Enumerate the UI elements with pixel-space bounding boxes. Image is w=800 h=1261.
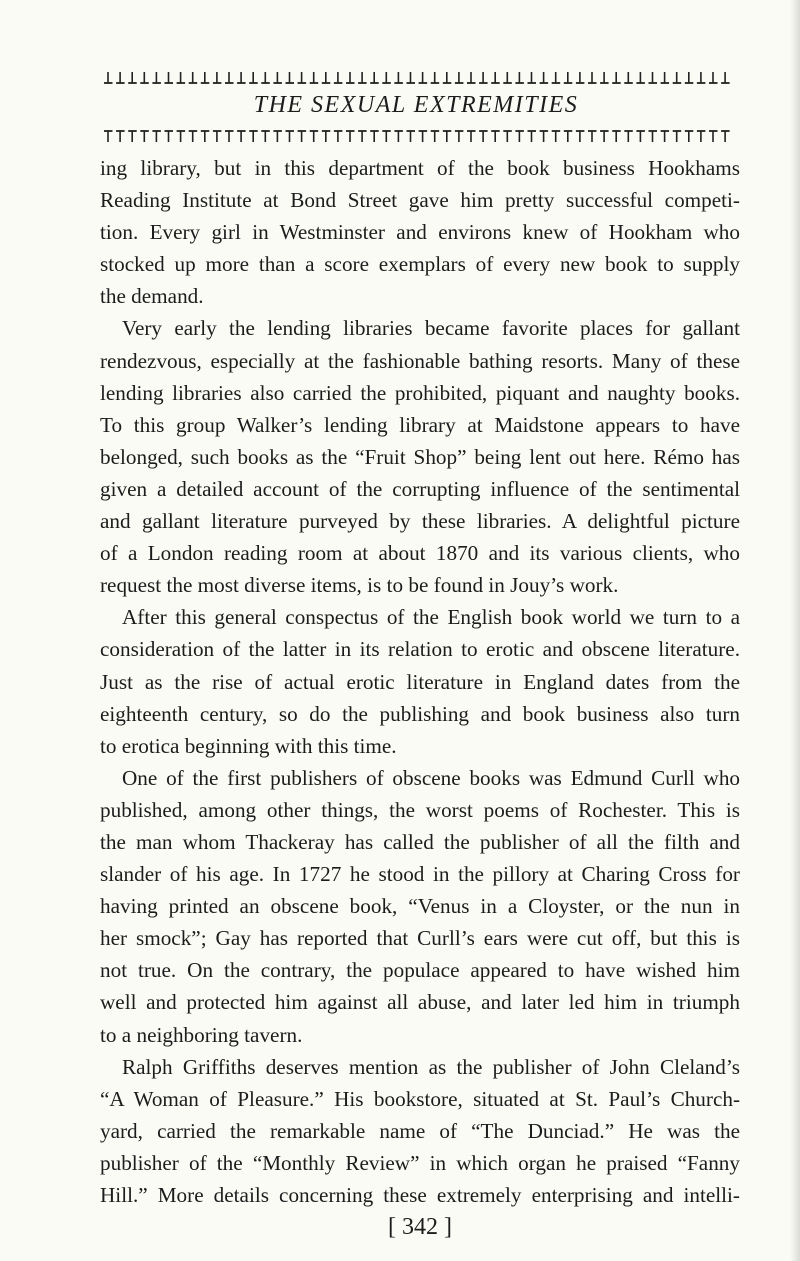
ornament-unit (540, 131, 549, 142)
ornament-unit (165, 131, 174, 142)
ornament-unit (370, 131, 379, 142)
ornament-unit (249, 131, 258, 142)
ornament-unit (358, 72, 367, 83)
text-line: well and protected him against all abuse, and later led him in triumph (100, 990, 740, 1015)
ornament-unit (503, 72, 512, 83)
ornament-unit (382, 72, 391, 83)
ornament-unit (261, 72, 270, 83)
ornament-unit (661, 131, 670, 142)
ornament-unit (552, 72, 561, 83)
ornament-unit (649, 72, 658, 83)
text-line: “A Woman of Pleasure.” His bookstore, situated at St. Paul’s Church- (100, 1086, 740, 1111)
ornament-unit (721, 72, 730, 83)
ornament-unit (673, 72, 682, 83)
body-text (100, 152, 740, 1211)
ornament-unit (491, 72, 500, 83)
ornament-unit (407, 72, 416, 83)
ornament-unit (431, 131, 440, 142)
scan-edge-shadow (790, 0, 800, 1261)
ornament-unit (177, 131, 186, 142)
ornament-unit (515, 131, 524, 142)
ornament-unit (673, 131, 682, 142)
paragraph (100, 1051, 740, 1211)
ornament-unit (152, 131, 161, 142)
ornament-unit (370, 72, 379, 83)
ornament-unit (140, 72, 149, 83)
ornament-unit (237, 72, 246, 83)
ornament-unit (455, 72, 464, 83)
text-line: Ralph Griffiths deserves mention as the publisher of John Cleland’s (122, 1054, 740, 1079)
ornament-unit (322, 131, 331, 142)
ornament-unit (298, 131, 307, 142)
text-line: After this general conspectus of the English book world we turn to a (122, 605, 740, 630)
text-line: the man whom Thackeray has called the publisher of all the filth and (100, 829, 740, 854)
ornamental-rule-bottom (102, 128, 734, 144)
ornament-unit (685, 72, 694, 83)
ornament-unit (661, 72, 670, 83)
ornament-unit (624, 72, 633, 83)
ornament-unit (346, 131, 355, 142)
text-line: Just as the rise of actual erotic literature in England dates from the (100, 669, 740, 694)
ornament-unit (697, 72, 706, 83)
ornament-unit (273, 131, 282, 142)
ornament-unit (528, 131, 537, 142)
ornament-unit (225, 72, 234, 83)
text-line: stocked up more than a score exemplars of every new book to supply (100, 252, 740, 277)
ornament-unit (286, 72, 295, 83)
text-line: published, among other things, the worst poems of Rochester. This is (100, 797, 740, 822)
ornament-unit (394, 131, 403, 142)
ornament-unit (503, 131, 512, 142)
ornament-unit (249, 72, 258, 83)
running-head: THE SEXUAL EXTREMITIES (253, 92, 579, 118)
ornament-unit (358, 131, 367, 142)
ornament-unit (104, 131, 113, 142)
text-line: to a neighboring tavern. (100, 1022, 303, 1047)
ornament-unit (286, 131, 295, 142)
ornament-unit (431, 72, 440, 83)
text-line: ing library, but in this department of the book business Hookhams (100, 156, 740, 180)
ornament-unit (600, 131, 609, 142)
ornament-unit (116, 131, 125, 142)
paragraph (100, 762, 740, 1051)
ornament-unit (334, 72, 343, 83)
ornament-unit (624, 131, 633, 142)
ornamental-rule-top-graphic (102, 70, 734, 86)
ornament-unit (649, 131, 658, 142)
text-line: request the most diverse items, is to be found in Jouy’s work. (100, 573, 619, 598)
text-line: One of the first publishers of obscene books was Edmund Curll who (122, 765, 740, 790)
ornament-unit (443, 72, 452, 83)
ornament-unit (334, 131, 343, 142)
ornament-unit (189, 72, 198, 83)
ornament-unit (394, 72, 403, 83)
ornament-unit (407, 131, 416, 142)
page-number: [ 342 ] (388, 1214, 452, 1240)
ornament-unit (467, 131, 476, 142)
ornament-unit (261, 131, 270, 142)
text-line: publisher of the “Monthly Review” in which organ he praised “Fanny (100, 1150, 740, 1175)
text-line: rendezvous, especially at the fashionable bathing resorts. Many of these (100, 348, 740, 373)
ornamental-rule-top (102, 70, 734, 86)
text-line: To this group Walker’s lending library at Maidstone appears to have (100, 412, 740, 437)
ornament-unit (479, 72, 488, 83)
ornament-unit (528, 72, 537, 83)
paragraph (100, 152, 740, 312)
text-line: to erotica beginning with this time. (100, 733, 397, 758)
ornament-unit (116, 72, 125, 83)
text-line: slander of his age. In 1727 he stood in the pillory at Charing Cross for (100, 862, 740, 887)
text-line: Hill.” More details concerning these extremely enterprising and intelli- (100, 1183, 740, 1207)
text-line: given a detailed account of the corrupting influence of the sentimental (100, 476, 740, 501)
text-line: yard, carried the remarkable name of “The Dunciad.” He was the (100, 1118, 740, 1143)
text-line: eighteenth century, so do the publishing and book business also turn (100, 701, 740, 726)
ornament-unit (225, 131, 234, 142)
ornament-unit (140, 131, 149, 142)
ornament-unit (576, 131, 585, 142)
ornament-unit (310, 72, 319, 83)
ornament-unit (382, 131, 391, 142)
text-line: of a London reading room at about 1870 and its various clients, who (100, 541, 740, 566)
ornament-unit (600, 72, 609, 83)
paragraph (100, 601, 740, 761)
ornament-unit (346, 72, 355, 83)
ornament-unit (177, 72, 186, 83)
ornament-unit (273, 72, 282, 83)
ornament-unit (636, 131, 645, 142)
text-line: her smock”; Gay has reported that Curll’s ears were cut off, but this is (100, 926, 740, 951)
ornament-unit (612, 131, 621, 142)
ornament-unit (443, 131, 452, 142)
ornament-unit (128, 72, 137, 83)
ornament-unit (721, 131, 730, 142)
ornament-unit (128, 131, 137, 142)
text-line: belonged, such books as the “Fruit Shop” being lent out here. Rémo has (100, 444, 740, 469)
ornament-unit (564, 131, 573, 142)
ornament-unit (612, 72, 621, 83)
text-line: the demand. (100, 284, 204, 309)
ornament-unit (576, 72, 585, 83)
ornament-unit (685, 131, 694, 142)
paragraph (100, 312, 740, 601)
ornament-unit (419, 72, 428, 83)
text-line: having printed an obscene book, “Venus in a Cloyster, or the nun in (100, 894, 740, 919)
ornament-unit (479, 131, 488, 142)
ornament-unit (419, 131, 428, 142)
text-line: not true. On the contrary, the populace appeared to have wished him (100, 958, 740, 983)
ornament-unit (213, 72, 222, 83)
ornament-unit (709, 72, 718, 83)
ornamental-rule-bottom-graphic (102, 128, 734, 144)
ornament-unit (588, 72, 597, 83)
ornament-unit (213, 131, 222, 142)
ornament-unit (201, 72, 210, 83)
text-line: Very early the lending libraries became favorite places for gallant (122, 316, 740, 341)
ornament-unit (697, 131, 706, 142)
ornament-unit (310, 131, 319, 142)
text-line: Reading Institute at Bond Street gave him pretty successful competi- (100, 188, 740, 213)
ornament-unit (165, 72, 174, 83)
ornament-unit (588, 131, 597, 142)
ornament-unit (636, 72, 645, 83)
text-line: and gallant literature purveyed by these libraries. A delightful picture (100, 509, 740, 534)
ornament-unit (455, 131, 464, 142)
ornament-unit (322, 72, 331, 83)
ornament-unit (491, 131, 500, 142)
text-line: tion. Every girl in Westminster and environs knew of Hookham who (100, 220, 740, 245)
ornament-unit (237, 131, 246, 142)
ornament-unit (201, 131, 210, 142)
ornament-unit (540, 72, 549, 83)
text-line: consideration of the latter in its relation to erotic and obscene literature. (100, 637, 740, 662)
ornament-unit (564, 72, 573, 83)
ornament-unit (152, 72, 161, 83)
ornament-unit (552, 131, 561, 142)
ornament-unit (515, 72, 524, 83)
ornament-unit (189, 131, 198, 142)
ornament-unit (104, 72, 113, 83)
ornament-unit (467, 72, 476, 83)
ornament-unit (709, 131, 718, 142)
ornament-unit (298, 72, 307, 83)
text-line: lending libraries also carried the prohibited, piquant and naughty books. (100, 380, 740, 405)
